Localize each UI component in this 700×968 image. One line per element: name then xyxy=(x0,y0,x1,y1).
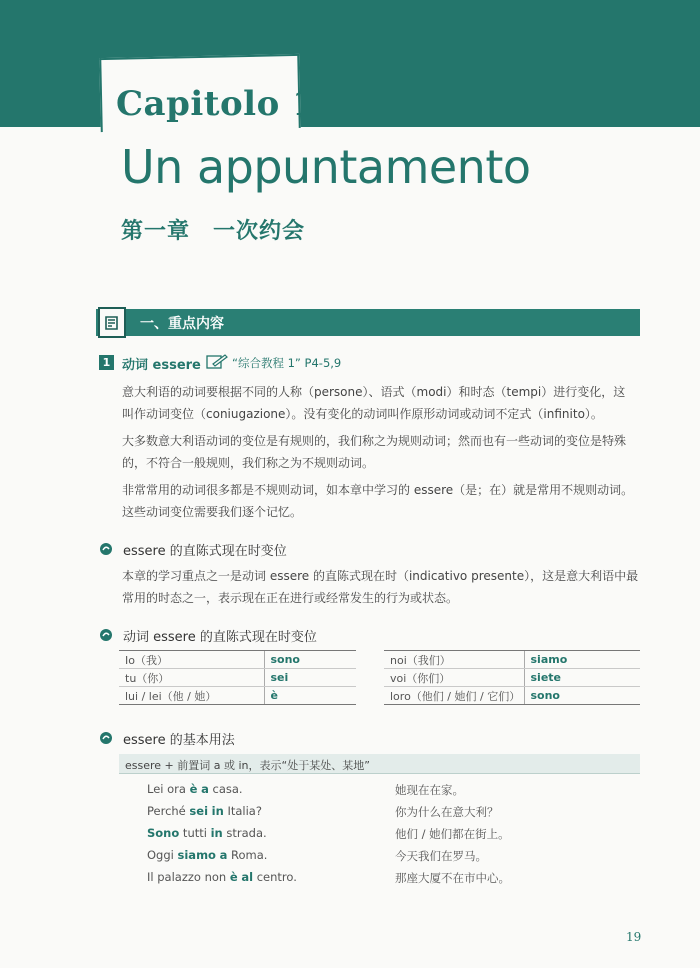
bullet-icon xyxy=(99,628,113,642)
conjugation-table-plural xyxy=(384,650,640,705)
paragraph-3: 非常常用的动词很多都是不规则动词，如本章中学习的 essere（是；在）就是常用不规则动词。 这些动词变位需要我们逐个记忆。 xyxy=(122,483,634,519)
subheading-conjugation: essere 的直陈式现在时变位 xyxy=(123,544,287,559)
topic-heading: 动词 essere xyxy=(122,358,201,373)
table-row: loro（他们 / 她们 / 它们） sono xyxy=(384,687,640,705)
example-cn: 那座大厦不在市中心。 xyxy=(395,871,510,885)
table-row: voi（你们） siete xyxy=(384,669,640,687)
subheading-usage: essere 的基本用法 xyxy=(123,733,235,748)
example-it: Lei ora è a casa. xyxy=(147,782,243,796)
chapter-title-cn: 第一章 一次约会 xyxy=(121,219,306,244)
paragraph-conjugation: 本章的学习重点之一是动词 essere 的直陈式现在时（indicativo presente），这是意大利语中最 常用的时态之一，表示现在正在进行或经常发生的行为或状态。 xyxy=(122,569,639,605)
example-cn: 她现在在家。 xyxy=(395,783,464,797)
paragraph-1: 意大利语的动词要根据不同的人称（persone）、语式（modi）和时态（tempi）进行变化，这 叫作动词变位（coniugazione）。没有变化的动词叫作原形动词或动词不定式（infinito）。 xyxy=(122,385,626,421)
chapter-title: Un appuntamento xyxy=(121,140,531,194)
table-row: noi（我们） siamo xyxy=(384,651,640,669)
usage-rule: essere + 前置词 a 或 in，表示“处于某处、某地” xyxy=(119,754,640,774)
bullet-icon xyxy=(99,542,113,556)
book-icon xyxy=(98,307,126,338)
example-it: Oggi siamo a Roma. xyxy=(147,848,268,862)
paragraph-2: 大多数意大利语动词的变位是有规则的，我们称之为规则动词；然而也有一些动词的变位是特殊 的，不符合一般规则，我们称之为不规则动词。 xyxy=(122,434,627,470)
pencil-note-icon xyxy=(205,353,229,374)
conjugation-table-singular xyxy=(119,650,356,705)
example-it: Il palazzo non è al centro. xyxy=(147,870,297,884)
table-row: lui / lei（他 / 她） è xyxy=(119,687,356,705)
example-it: Perché sei in Italia? xyxy=(147,804,262,818)
example-cn: 今天我们在罗马。 xyxy=(395,849,487,863)
topic-number: 1 xyxy=(99,355,114,370)
table-row: Io（我） sono xyxy=(119,651,356,669)
section-label: 一、重点内容 xyxy=(140,316,224,332)
example-cn: 他们 / 她们都在街上。 xyxy=(395,827,510,841)
subheading-table: 动词 essere 的直陈式现在时变位 xyxy=(123,630,317,645)
page-number: 19 xyxy=(626,930,642,944)
example-it: Sono tutti in strada. xyxy=(147,826,267,840)
bullet-icon xyxy=(99,731,113,745)
textbook-reference: “综合教程 1” P4-5,9 xyxy=(232,356,342,370)
example-cn: 你为什么在意大利？ xyxy=(395,805,499,819)
chapter-label: Capitolo 1 xyxy=(116,84,317,124)
table-row: tu（你） sei xyxy=(119,669,356,687)
